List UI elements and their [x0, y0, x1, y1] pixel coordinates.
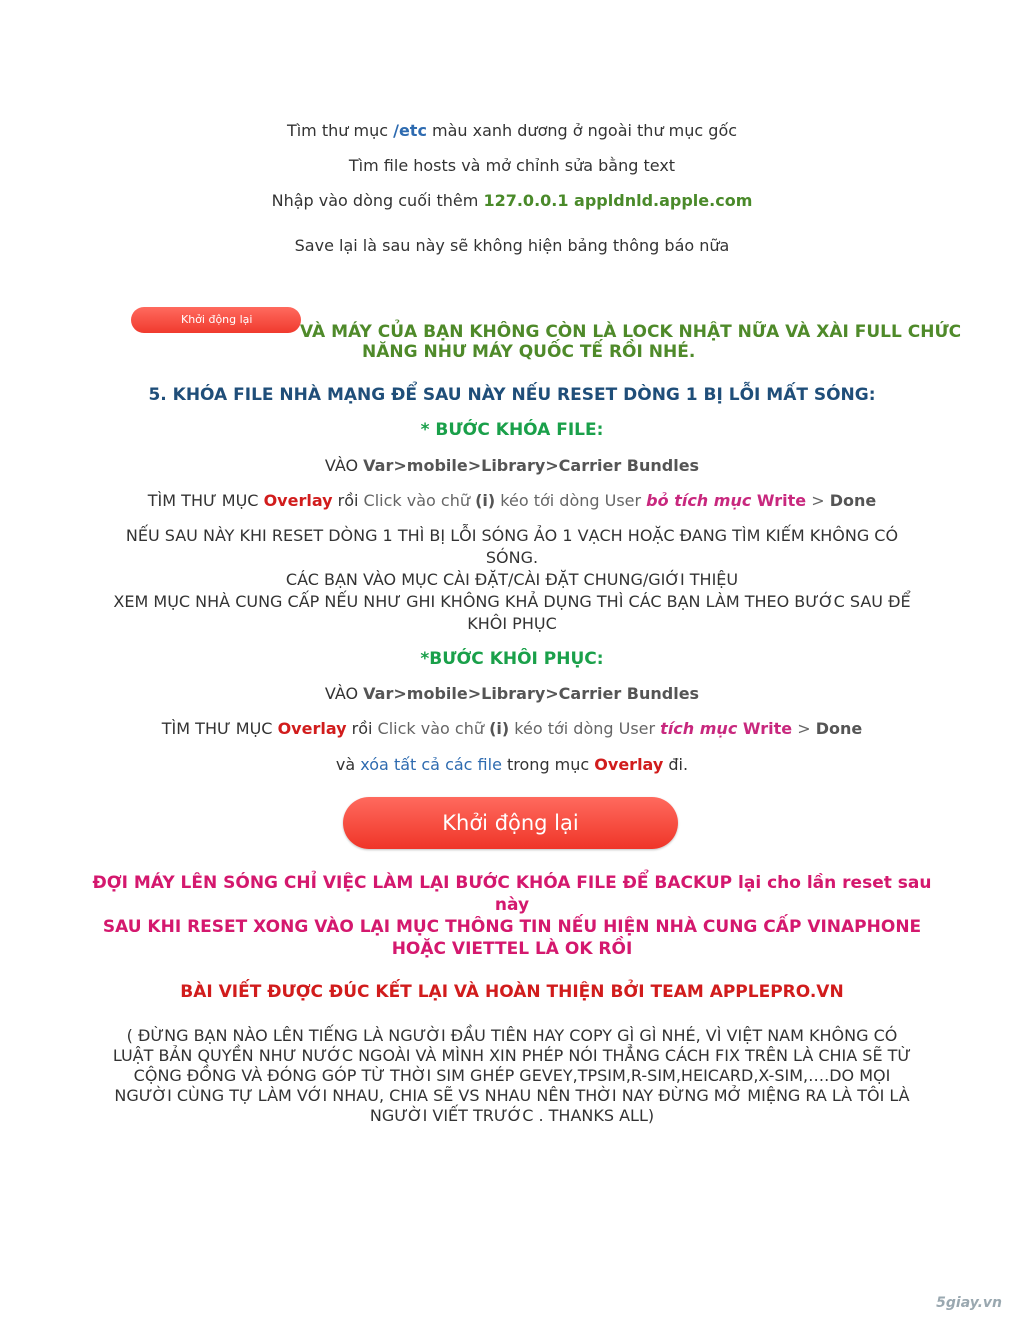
arrow: > — [806, 491, 830, 510]
text: kéo tới dòng User — [495, 491, 647, 510]
credit-line: BÀI VIẾT ĐƯỢC ĐÚC KẾT LẠI VÀ HOÀN THIỆN BỞI TEAM APPLEPRO.VN — [180, 982, 844, 1002]
disclaimer-line: ( ĐỪNG BẠN NÀO LÊN TIẾNG LÀ NGƯỜI ĐẦU TIÊN HAY COPY GÌ GÌ NHÉ, VÌ VIỆT NAM KHÔNG CÓ — [126, 1026, 898, 1045]
etc-path: /etc — [393, 121, 427, 140]
delete-instruction — [0, 754, 1024, 776]
hosts-entry: 127.0.0.1 appldnld.apple.com — [483, 191, 753, 210]
note-line: KHÔI PHỤC — [467, 614, 557, 633]
done-label: Done — [815, 719, 863, 738]
arrow: > — [792, 719, 816, 738]
restore-instruction — [0, 718, 1024, 740]
note-line: NẾU SAU NÀY KHI RESET DÒNG 1 THÌ BỊ LỖI SÓNG ẢO 1 VẠCH HOẶC ĐANG TÌM KIẾM KHÔNG CÓ — [125, 526, 899, 545]
note-line: XEM MỤC NHÀ CUNG CẤP NẾU NHƯ GHI KHÔNG KHẢ DỤNG THÌ CÁC BẠN LÀM THEO BƯỚC SAU ĐỂ — [113, 592, 911, 611]
text: trong mục — [501, 755, 595, 774]
note-line: SÓNG. — [485, 548, 539, 567]
overlay-label: Overlay — [277, 719, 347, 738]
unlocked-line-1: VÀ MÁY CỦA BẠN KHÔNG CÒN LÀ LOCK NHẬT NỮA VÀ XÀI FULL CHỨC — [300, 322, 962, 342]
after-line: SAU KHI RESET XONG VÀO LẠI MỤC THÔNG TIN NẾU HIỆN NHÀ CUNG CẤP VINAPHONE — [102, 917, 922, 937]
text: đi. — [663, 755, 689, 774]
write-label: Write — [737, 719, 793, 738]
text: Nhập vào dòng cuối thêm — [271, 191, 484, 210]
write-label: Write — [751, 491, 807, 510]
disclaimer — [0, 1026, 1024, 1126]
step-add-line — [0, 190, 1024, 212]
text: TÌM THƯ MỤC — [147, 491, 264, 510]
restart-button-large[interactable]: Khởi động lại — [343, 797, 678, 849]
restart-button-small[interactable]: Khởi động lại — [131, 307, 301, 333]
lock-path — [0, 455, 1024, 477]
carrier-path: Var>mobile>Library>Carrier Bundles — [363, 684, 700, 703]
overlay-label: Overlay — [263, 491, 333, 510]
unlocked-note — [300, 322, 962, 362]
disclaimer-line: NGƯỜI CÙNG TỰ LÀM VỚI NHAU, CHIA SẼ VS NHAU NÊN THỜI NAY ĐỪNG MỞ MIỆNG RA LÀ TÔI LÀ — [114, 1086, 910, 1105]
unlocked-line-2: NĂNG NHƯ MÁY QUỐC TẾ RỒI NHÉ. — [362, 342, 696, 362]
section-5-heading: 5. KHÓA FILE NHÀ MẠNG ĐỂ SAU NÀY NẾU RESET DÒNG 1 BỊ LỖI MẤT SÓNG: — [148, 385, 876, 405]
after-line: này — [494, 895, 530, 915]
carrier-path: Var>mobile>Library>Carrier Bundles — [363, 456, 700, 475]
uncheck-label: bỏ tích mục — [646, 491, 752, 510]
signal-note — [0, 525, 1024, 635]
lock-instruction — [0, 490, 1024, 512]
note-line: CÁC BẠN VÀO MỤC CÀI ĐẶT/CÀI ĐẶT CHUNG/GIỚI THIỆU — [285, 570, 739, 589]
step-open-hosts: Tìm file hosts và mở chỉnh sửa bằng text — [348, 156, 676, 175]
text: và — [335, 755, 361, 774]
done-label: Done — [829, 491, 877, 510]
disclaimer-line: LUẬT BẢN QUYỀN NHƯ NƯỚC NGOÀI VÀ MÌNH XIN PHÉP NÓI THẲNG CÁCH FIX TRÊN LÀ CHIA SẼ TỪ — [112, 1046, 912, 1065]
text: Click vào chữ — [363, 491, 476, 510]
lock-heading: * BƯỚC KHÓA FILE: — [420, 420, 604, 440]
info-symbol: (i) — [489, 719, 510, 738]
overlay-label: Overlay — [594, 755, 664, 774]
text: Tìm thư mục — [286, 121, 394, 140]
disclaimer-line: NGƯỜI VIẾT TRƯỚC . THANKS ALL) — [369, 1106, 655, 1125]
text: VÀO — [324, 456, 364, 475]
text: Click vào chữ — [377, 719, 490, 738]
restore-path — [0, 683, 1024, 705]
text: kéo tới dòng User — [509, 719, 661, 738]
after-line: ĐỢI MÁY LÊN SÓNG CHỈ VIỆC LÀM LẠI BƯỚC KHÓA FILE ĐỂ BACKUP lại cho lần reset sau — [92, 873, 932, 893]
step-find-etc — [0, 120, 1024, 142]
site-watermark: 5giay.vn — [936, 1295, 1002, 1311]
info-symbol: (i) — [475, 491, 496, 510]
text: TÌM THƯ MỤC — [161, 719, 278, 738]
text: màu xanh dương ở ngoài thư mục gốc — [426, 121, 738, 140]
restore-heading: *BƯỚC KHÔI PHỤC: — [420, 649, 604, 669]
step-save: Save lại là sau này sẽ không hiện bảng thông báo nữa — [294, 236, 730, 255]
text: rồi — [346, 719, 378, 738]
text: rồi — [332, 491, 364, 510]
after-restart-note — [0, 872, 1024, 960]
text: VÀO — [324, 684, 364, 703]
delete-files-link[interactable]: xóa tất cả các file — [360, 755, 502, 774]
disclaimer-line: CỘNG ĐỒNG VÀ ĐÓNG GÓP TỪ THỜI SIM GHÉP GEVEY,TPSIM,R-SIM,HEICARD,X-SIM,….DO MỌI — [133, 1066, 891, 1085]
check-label: tích mục — [660, 719, 738, 738]
after-line: HOẶC VIETTEL LÀ OK RỒI — [391, 939, 633, 959]
